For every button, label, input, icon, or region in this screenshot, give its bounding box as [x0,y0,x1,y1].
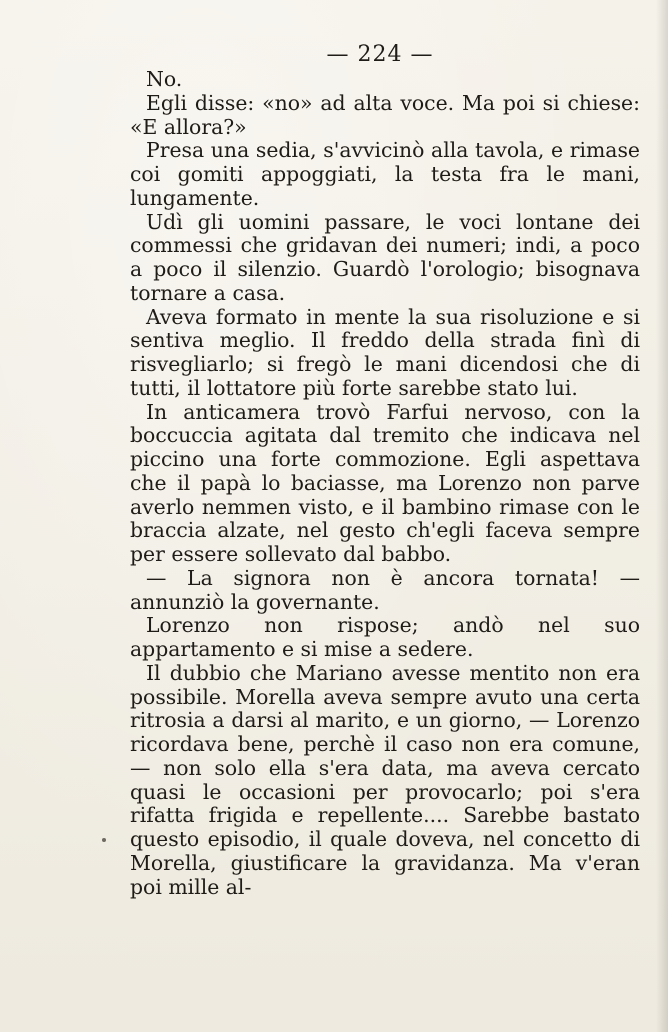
paragraph: — La signora non è ancora tornata! — annunziò la governante. [130,565,640,614]
page-number: — 224 — [326,42,434,67]
paragraph: No. [146,67,183,91]
body-text [130,68,640,899]
paragraph: Il dubbio che Mariano avesse mentito non era possibile. Morella aveva sempre avuto una certa ritrosia a darsi al marito, e un giorno, — Lorenzo ricordava bene, perchè il caso non era comune, — non solo ella s'era data, ma aveva cercato quasi le occasioni per provocarlo; poi s'era rifatta frigida e repellente.... Sarebbe bastato questo episodio, il quale doveva, nel concetto di Morella, giustificare la gravidanza. Ma v'eran poi mille al- [130,660,640,899]
paragraph: Udì gli uomini passare, le voci lontane dei commessi che gridavan dei numeri; indi, a poco a poco il silenzio. Guardò l'orologio; bisognava tornare a casa. [130,209,640,305]
paragraph: In anticamera trovò Farfui nervoso, con la boccuccia agitata dal tremito che indicava nel piccino una forte commozione. Egli aspettava che il papà lo baciasse, ma Lorenzo non parve averlo nemmen visto, e il bambino rimase con le braccia alzate, nel gesto ch'egli faceva sempre per essere sollevato dal babbo. [130,399,640,566]
paragraph: Presa una sedia, s'avvicinò alla tavola, e rimase coi gomiti appoggiati, la testa fra le mani, lungamente. [130,138,640,210]
margin-speck [102,838,106,842]
page-edge-shadow [656,0,668,1032]
paragraph: Aveva formato in mente la sua risoluzione e si sentiva meglio. Il freddo della strada finì di risvegliarlo; si fregò le mani dicendosi che di tutti, il lottatore più forte sarebbe stato lui. [130,304,640,400]
paragraph: Egli disse: «no» ad alta voce. Ma poi si chiese: «E allora?» [130,90,640,139]
paragraph: Lorenzo non rispose; andò nel suo appartamento e si mise a sedere. [130,613,640,661]
